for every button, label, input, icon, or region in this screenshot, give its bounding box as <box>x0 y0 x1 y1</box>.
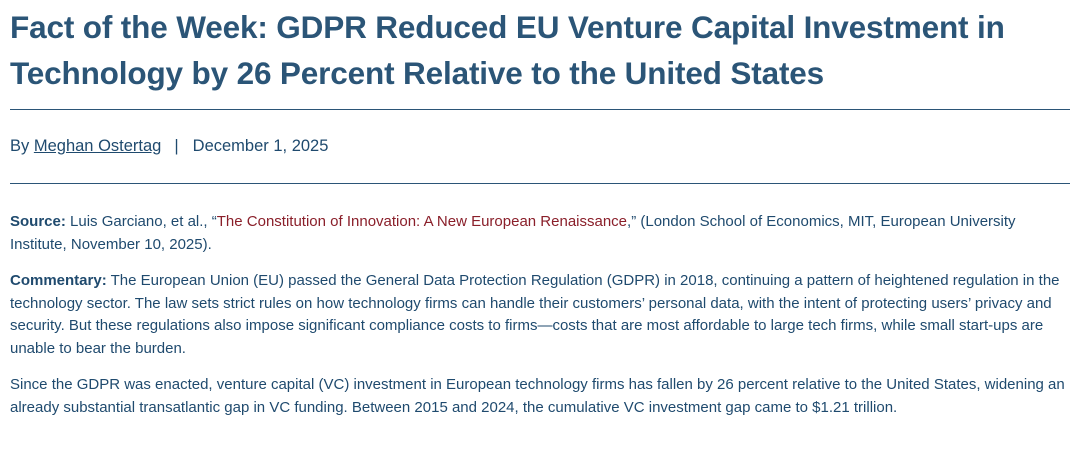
source-citation-suffix: ,” (London School of Economics, MIT, European University Institute, November 10, 2025). <box>10 213 1016 253</box>
source-title-link[interactable]: The Constitution of Innovation: A New European Renaissance <box>216 213 628 230</box>
publish-date: December 1, 2025 <box>192 137 329 155</box>
source-paragraph <box>10 211 1070 256</box>
byline-separator: | <box>174 137 179 155</box>
author-link[interactable]: Meghan Ostertag <box>33 137 162 155</box>
closing-paragraph: Since the GDPR was enacted, venture capital (VC) investment in European technology firms has fallen by 26 percent relative to the United States, widening an already substantial transatlantic gap in VC funding. Between 2015 and 2024, the cumulative VC investment gap came to $1.21 trillion. <box>10 376 1065 416</box>
source-label: Source: <box>10 213 66 230</box>
byline <box>10 110 1070 183</box>
byline-prefix: By <box>10 137 30 155</box>
source-citation-prefix: Luis Garciano, et al., “ <box>65 213 217 230</box>
article-body <box>10 184 1070 419</box>
page-title: Fact of the Week: GDPR Reduced EU Venture Capital Investment in Technology by 26 Percent Relative to the United States <box>10 9 1005 91</box>
commentary-text: The European Union (EU) passed the General Data Protection Regulation (GDPR) in 2018, continuing a pattern of heightened regulation in the technology sector. The law sets strict rules on how technology firms can handle their customers’ personal data, with the intent of protecting users’ privacy and security. But these regulations also impose significant compliance costs to firms—costs that are most affordable to large tech firms, while small start-ups are unable to bear the burden. <box>10 272 1060 357</box>
commentary-label: Commentary: <box>10 272 107 289</box>
commentary-paragraph <box>10 270 1070 360</box>
